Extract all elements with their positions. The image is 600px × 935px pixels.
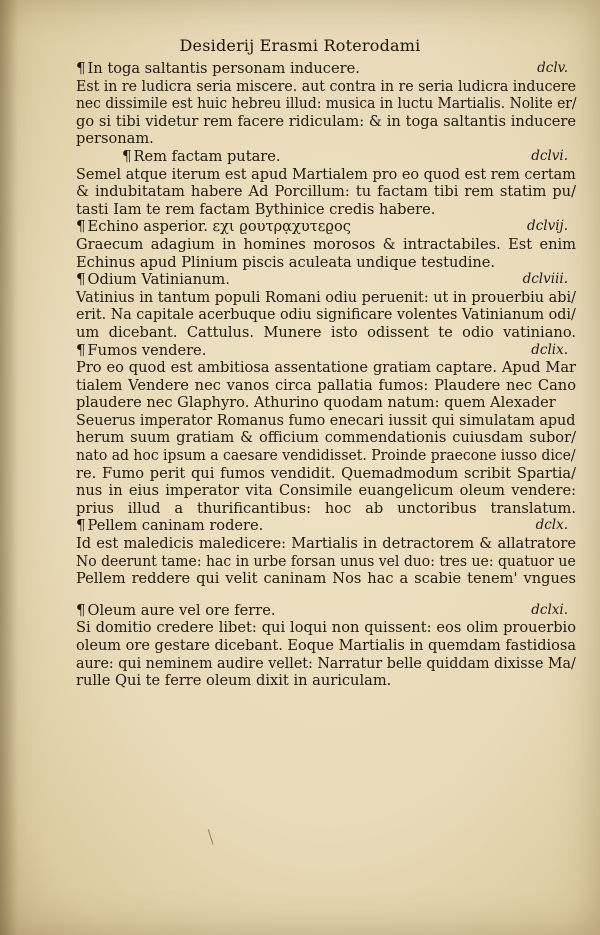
line-text: Graecum adagium in homines morosos & intractabiles. Est enim (76, 235, 576, 253)
adage-title: Odium Vatinianum. (87, 271, 230, 289)
line-text: erit. Na capitale acerbuque odiu significare volentes Vatinianum odi/ (76, 306, 576, 324)
text-line (76, 619, 576, 637)
adage-title: Oleum aure vel ore ferre. (87, 601, 276, 619)
line-text: & indubitatam habere Ad Porcillum: tu factam tibi rem statim pu/ (76, 183, 576, 201)
text-line (76, 95, 577, 113)
pilcrow-mark: ¶ (76, 270, 86, 289)
line-text: oleum ore gestare dicebant. Eoque Martialis in quemdam fastidiosa (76, 637, 576, 654)
line-text: plaudere nec Glaphyro. Athurino quodam natum: quem Alexader (76, 394, 556, 412)
text-line (76, 429, 576, 447)
adage-number: dclvij. (527, 218, 568, 235)
text-line (76, 254, 576, 272)
pilcrow-mark: ¶ (76, 217, 86, 236)
line-text: Id est maledicis maledicere: Martialis in detractorem & allatratore (76, 535, 576, 553)
text-line (76, 77, 576, 96)
text-line (76, 672, 576, 690)
adage-number: dclx. (535, 517, 568, 534)
pen-stroke-mark (208, 827, 220, 844)
gutter-shadow (0, 0, 18, 935)
line-text: nus in eius imperator vita Consimile euangelicum oleum vendere: (76, 482, 576, 500)
adage-title: Echino asperior. εχι ϱουτρᾳχυτεϱος (87, 218, 351, 236)
line-text: tasti Iam te rem factam Bythinice credis habere. (76, 200, 436, 218)
line-text: prius illud a thurificantibus: hoc ab unctoribus translatum. (76, 499, 576, 517)
adage-title: Rem factam putare. (133, 147, 281, 165)
adage-title: Fumos vendere. (87, 341, 207, 359)
line-text: um dicebant. Cattulus. Munere isto odissent te odio vatiniano. (76, 323, 576, 341)
text-line (76, 482, 576, 500)
line-text: herum suum gratiam & officium commendationis cuiusdam subor/ (76, 429, 576, 447)
text-block (76, 60, 576, 690)
adage-title: In toga saltantis personam inducere. (87, 60, 360, 77)
pilcrow-mark: ¶ (76, 516, 86, 535)
pilcrow-mark: ¶ (76, 600, 86, 619)
text-line (76, 288, 576, 307)
adage-heading (76, 342, 576, 360)
text-line (76, 306, 576, 324)
line-text: tialem Vendere nec vanos circa pallatia fumos: Plaudere nec Cano (76, 376, 576, 394)
text-line (76, 447, 576, 465)
line-text: No deerunt tame: hac in urbe forsan unus vel duo: tres ue: quatuor ue (76, 552, 576, 570)
text-line (76, 113, 576, 131)
pilcrow-mark: ¶ (122, 146, 132, 165)
text-line (76, 570, 576, 588)
text-line (76, 359, 576, 377)
adage-heading (76, 218, 576, 236)
line-text: re. Fumo perit qui fumos vendidit. Quemadmodum scribit Spartia/ (76, 464, 576, 482)
text-line (76, 654, 576, 673)
text-line (76, 535, 576, 553)
text-line (76, 236, 576, 254)
text-line (76, 324, 576, 342)
adage-heading (76, 271, 576, 289)
text-line (76, 411, 576, 430)
line-text: Pro eo quod est ambitiosa assentatione gratiam captare. Apud Mar (76, 359, 576, 377)
line-text: rulle Qui te ferre oleum dixit in auriculam. (76, 672, 392, 690)
line-text: Si domitio credere libet: qui loqui non quissent: eos olim prouerbio (76, 619, 576, 637)
pilcrow-mark: ¶ (76, 59, 86, 77)
text-line (76, 201, 576, 219)
line-text: Seuerus imperator Romanus fumo enecari iussit qui simulatam apud (76, 411, 576, 429)
adage-heading (76, 148, 576, 166)
adage-number: dclxi. (531, 601, 568, 618)
text-line (76, 637, 576, 655)
adage-heading (76, 60, 576, 78)
line-text: aure: qui neminem audire vellet: Narratur belle quiddam dixisse Ma/ (76, 654, 576, 672)
text-line (76, 394, 576, 412)
adage-number: dclviii. (522, 271, 568, 288)
line-text: Vatinius in tantum populi Romani odiu peruenit: ut in prouerbiu abi/ (76, 288, 576, 306)
text-line (76, 165, 576, 184)
pilcrow-mark: ¶ (76, 340, 86, 359)
adage-number: dclix. (531, 341, 568, 358)
line-text: personam. (76, 130, 154, 148)
line-text: Echinus apud Plinium piscis aculeata undique testudine. (76, 253, 496, 271)
line-text: Pellem reddere qui velit caninam Nos hac a scabie tenem' vngues (76, 570, 576, 588)
adage-number: dclvi. (531, 147, 568, 164)
line-text: go si tibi videtur rem facere ridiculam: & in toga saltantis inducere (76, 112, 576, 130)
line-text: nato ad hoc ipsum a caesare vendidisset. Proinde praecone iusso dice/ (76, 447, 576, 465)
text-line (76, 465, 576, 483)
running-head: Desiderij Erasmi Roterodami (179, 36, 421, 55)
adage-number: dclv. (537, 60, 568, 76)
line-text: Semel atque iterum est apud Martialem pro eo quod est rem certam (76, 165, 576, 183)
adage-heading (76, 602, 576, 620)
text-line (76, 552, 576, 571)
text-line (76, 377, 576, 395)
line-text: nec dissimile est huic hebreu illud: musica in luctu Martialis. Nolite er/ (76, 95, 577, 113)
adage-heading (76, 517, 576, 535)
text-line (76, 130, 576, 148)
line-text: Est in re ludicra seria miscere. aut contra in re seria ludicra inducere (76, 77, 576, 95)
text-line (76, 500, 576, 518)
text-line (76, 183, 576, 201)
adage-title: Pellem caninam rodere. (87, 517, 264, 535)
